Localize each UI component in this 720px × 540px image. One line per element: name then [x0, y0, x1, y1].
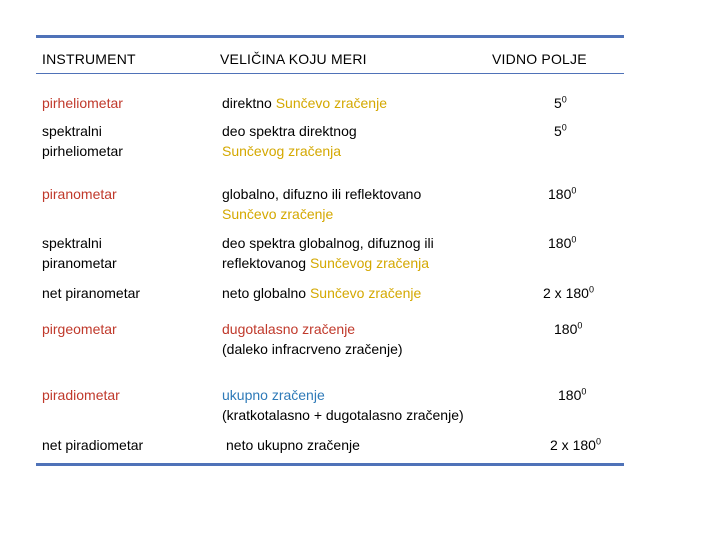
row-3-instrument: piranometar: [42, 186, 117, 202]
row-2-field-value: 5: [554, 123, 562, 139]
row-1-field: [554, 94, 567, 113]
row-4-instrument-line-1: spektralni: [42, 235, 102, 251]
header-instrument: INSTRUMENT: [42, 51, 136, 67]
row-6-field-value: 180: [554, 321, 578, 337]
row-5-quantity-sun: Sunčevo zračenje: [309, 285, 422, 301]
row-8-field: [550, 436, 601, 455]
row-2-field-exp: 0: [561, 122, 567, 133]
row-6-field-exp: 0: [577, 320, 583, 331]
row-1-instrument: pirheliometar: [42, 95, 123, 111]
row-5-quantity: [222, 284, 421, 303]
row-4-quantity-sun: Sunčevog zračenja: [309, 255, 430, 271]
row-2-instrument-line-1: spektralni: [42, 123, 102, 139]
row-8-field-value: 2 x 180: [550, 437, 596, 453]
row-4-instrument-line-2: piranometar: [42, 255, 117, 271]
row-4-field-exp: 0: [571, 234, 577, 245]
row-1-field-exp: 0: [561, 94, 567, 105]
row-2-instrument-line-2: pirheliometar: [42, 143, 123, 159]
row-8-instrument: net piradiometar: [42, 437, 144, 453]
row-7-field-exp: 0: [581, 386, 587, 397]
row-7-quantity-line-1: ukupno zračenje: [222, 387, 325, 403]
row-6-quantity-line-1: dugotalasno zračenje: [222, 321, 356, 337]
row-2-quantity-line-1: deo spektra direktnog: [222, 123, 357, 139]
row-4-quantity-line-2: [222, 254, 429, 273]
row-2-quantity-line-2: Sunčevog zračenja: [222, 143, 342, 159]
table-top-rule: [36, 35, 624, 38]
row-4-quantity-text: reflektovanog: [222, 255, 310, 271]
row-3-field-value: 180: [548, 186, 572, 202]
row-5-field: [543, 284, 594, 303]
row-5-quantity-text: neto globalno: [222, 285, 310, 301]
row-7-field-value: 180: [558, 387, 582, 403]
header-field: VIDNO POLJE: [492, 51, 587, 67]
row-8-quantity: neto ukupno zračenje: [226, 437, 360, 453]
row-3-quantity-line-1: globalno, difuzno ili reflektovano: [222, 186, 422, 202]
row-5-instrument: net piranometar: [42, 285, 141, 301]
row-2-field: [554, 122, 567, 141]
row-5-field-exp: 0: [588, 284, 594, 295]
table-bottom-rule: [36, 463, 624, 466]
row-4-field: [548, 234, 576, 253]
row-6-quantity-line-2: (daleko infracrveno zračenje): [222, 341, 403, 357]
row-7-field: [558, 386, 586, 405]
row-6-instrument: pirgeometar: [42, 321, 117, 337]
header-quantity: VELIČINA KOJU MERI: [220, 51, 367, 67]
row-1-quantity: [222, 94, 387, 113]
table-header-rule: [36, 73, 624, 74]
row-7-quantity-line-2: (kratkotalasno + dugotalasno zračenje): [222, 407, 464, 423]
row-5-field-value: 2 x 180: [543, 285, 589, 301]
row-4-quantity-line-1: deo spektra globalnog, difuznog ili: [222, 235, 434, 251]
row-7-instrument: piradiometar: [42, 387, 120, 403]
row-1-field-value: 5: [554, 95, 562, 111]
row-1-quantity-text: direktno: [222, 95, 276, 111]
row-1-quantity-sun: Sunčevo zračenje: [275, 95, 387, 111]
row-3-field: [548, 185, 576, 204]
row-3-field-exp: 0: [571, 185, 577, 196]
row-3-quantity-line-2: Sunčevo zračenje: [222, 206, 334, 222]
row-6-field: [554, 320, 582, 339]
row-4-field-value: 180: [548, 235, 572, 251]
row-8-field-exp: 0: [595, 436, 601, 447]
